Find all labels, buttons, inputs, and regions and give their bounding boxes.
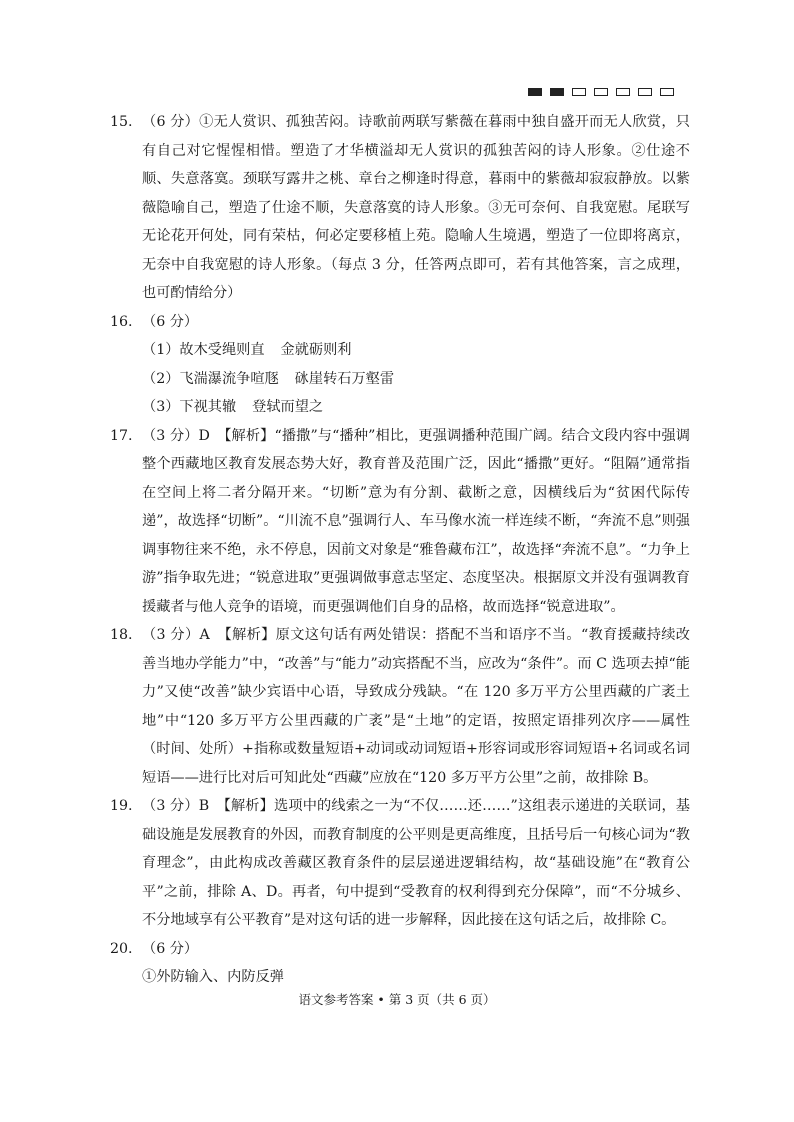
empty-mark [616,88,630,96]
question-number: 20. [110,940,133,957]
question-15 [110,108,690,308]
empty-mark [660,88,674,96]
question-answer: （3 分）B 【解析】选项中的线索之一为“不仅……还……”这组表示递进的关联词，基础设施是发展教育的外因，而教育制度的公平则是更高维度，且括号后一句核心词为“教育理念”，由此构成改善藏区教育条件的层层递进逻辑结构，故“基础设施”在“教育公平”之前，排除 A、D。再者，句中提到“受教育的权利得到充分保障”，而“不分城乡、不分地域享有公平教育”是对这句话的进一步解释，因此接在这句话之后，故排除 C。 [142,798,690,928]
page-progress-marks [528,88,682,96]
answer-label: （2）飞湍瀑流争喧豗 [142,370,279,387]
question-19 [110,792,690,935]
answer-line [110,336,690,365]
question-number: 18. [110,627,133,643]
question-number: 17. [110,427,133,444]
answer-text: 砯崖转石万壑雷 [294,370,395,387]
answer-text: 登轼而望之 [252,399,324,415]
question-number: 19. [110,798,133,814]
page-footer: 语文参考答案 • 第 3 页（共 6 页） [298,992,496,1007]
answer-line [110,393,690,422]
answer-line [110,963,690,992]
question-18 [110,621,690,792]
question-score: （6 分） [142,313,199,330]
question-number: 15. [110,114,133,130]
question-16 [110,308,690,337]
answer-text: 金就砺则利 [280,342,352,358]
answer-label: （1）故木受绳则直 [142,342,265,358]
question-answer: （3 分）A 【解析】原文这句话有两处错误：搭配不当和语序不当。“教育援藏持续改善当地办学能力”中，“改善”与“能力”动宾搭配不当，应改为“条件”。而 C 选项去掉“能力”又使“改善”缺少宾语中心语，导致成分残缺。“在 120 多万平方公里西藏的广袤土地”中“120 多万平方公里西藏的广袤”是“土地”的定语，按照定语排列次序——属性（时间、处所）+指称或数量短语+动词或动词短语+形容词或形容词短语+名词或名词短语——进行比对后可知此处“西藏”应放在“120 多万平方公里”之前，故排除 B。 [142,627,690,786]
question-17 [110,422,690,622]
filled-mark [528,88,542,96]
question-answer: （6 分）①无人赏识、孤独苦闷。诗歌前两联写紫薇在暮雨中独自盛开而无人欣赏，只有自己对它惺惺相惜。塑造了才华横溢却无人赏识的孤独苦闷的诗人形象。②仕途不顺、失意落寞。颈联写露井之桃、章台之柳逢时得意，暮雨中的紫薇却寂寂静放。以紫薇隐喻自己，塑造了仕途不顺，失意落寞的诗人形象。③无可奈何、自我宽慰。尾联写无论花开何处，同有荣枯，何必定要移植上苑。隐喻人生境遇，塑造了一位即将离京，无奈中自我宽慰的诗人形象。（每点 3 分，任答两点即可，若有其他答案，言之成理，也可酌情给分） [142,114,690,301]
filled-mark [550,88,564,96]
question-answer: （3 分）D 【解析】“播撒”与“播种”相比，更强调播种范围广阔。结合文段内容中强调整个西藏地区教育发展态势大好，教育普及范围广泛，因此“播撒”更好。“阻隔”通常指在空间上将二者分隔开来。“切断”意为有分割、截断之意，因横线后为“贫困代际传递”，故选择“切断”。“川流不息”强调行人、车马像水流一样连续不断，“奔流不息”则强调事物往来不绝，永不停息，因前文对象是“雅鲁藏布江”，故选择“奔流不息”。“力争上游”指争取先进；“锐意进取”更强调做事意志坚定、态度坚决。根据原文并没有强调教育援藏者与他人竞争的语境，而更强调他们自身的品格，故而选择“锐意进取”。 [142,427,690,615]
empty-mark [638,88,652,96]
answer-line [110,365,690,394]
question-number: 16. [110,313,133,330]
empty-mark [594,88,608,96]
answer-label: （3）下视其辙 [142,399,237,415]
question-score: （6 分） [142,940,199,957]
answer-content [110,108,690,992]
empty-mark [572,88,586,96]
question-20 [110,935,690,964]
answer-label: ①外防输入、内防反弹 [142,969,284,985]
